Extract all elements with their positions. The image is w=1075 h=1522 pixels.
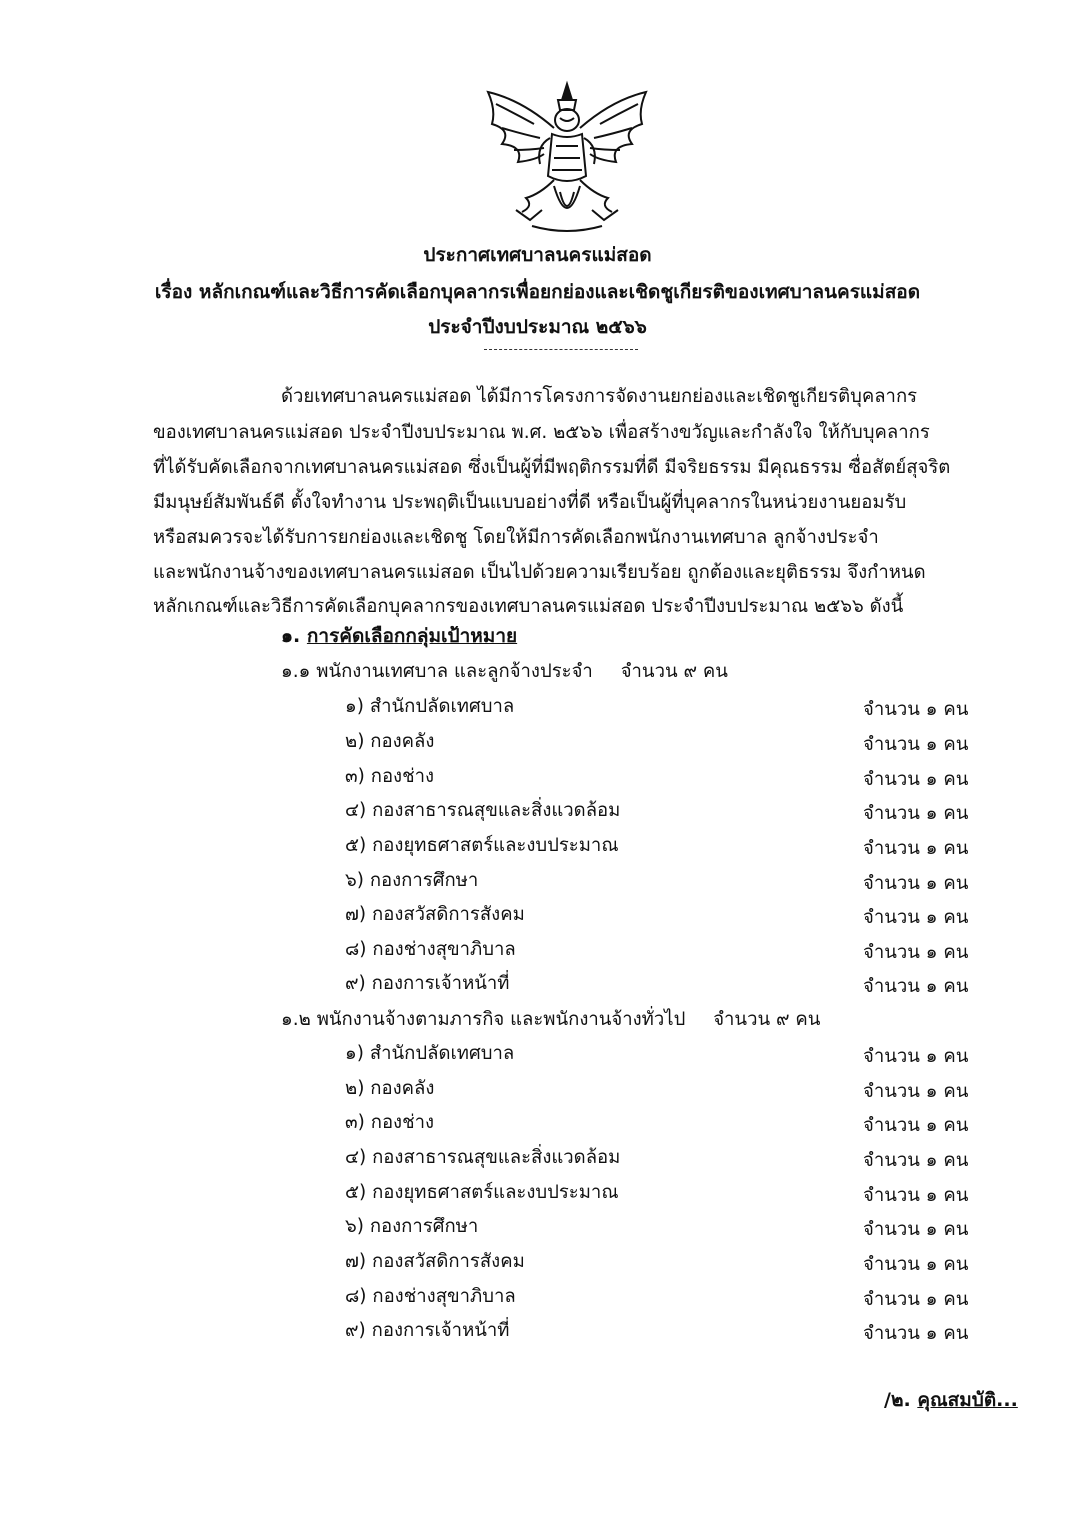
next-page-marker	[884, 1386, 1018, 1414]
list-item-count: จำนวน ๑ คน	[863, 976, 969, 997]
list-item-label: ๗) กองสวัสดิการสังคม	[345, 904, 525, 925]
list-item-count: จำนวน ๑ คน	[863, 907, 969, 928]
group-1-1-heading	[281, 659, 728, 685]
list-item-label: ๙) กองการเจ้าหน้าที่	[345, 973, 510, 994]
list-item-count: จำนวน ๑ คน	[863, 803, 969, 824]
list-item-count: จำนวน ๑ คน	[863, 942, 969, 963]
list-item-label: ๕) กองยุทธศาสตร์และงบประมาณ	[345, 835, 619, 856]
list-item-count: จำนวน ๑ คน	[863, 699, 969, 720]
list-item-count: จำนวน ๑ คน	[863, 1185, 969, 1206]
body-line: หลักเกณฑ์และวิธีการคัดเลือกบุคลากรของเทศบาลนครแม่สอด ประจำปีงบประมาณ ๒๕๖๖ ดังนี้	[153, 596, 904, 617]
body-line: และพนักงานจ้างของเทศบาลนครแม่สอด เป็นไปด้วยความเรียบร้อย ถูกต้องและยุติธรรม จึงกำหนด	[153, 562, 926, 583]
list-item-count: จำนวน ๑ คน	[863, 1219, 969, 1240]
list-item-count: จำนวน ๑ คน	[863, 1289, 969, 1310]
group-heading-text: ๑.๑ พนักงานเทศบาล และลูกจ้างประจำ	[281, 661, 593, 682]
list-item-count: จำนวน ๑ คน	[863, 1254, 969, 1275]
body-line: หรือสมควรจะได้รับการยกย่องและเชิดชู โดยให้มีการคัดเลือกพนักงานเทศบาล ลูกจ้างประจำ	[153, 527, 879, 548]
section-1-title: การคัดเลือกกลุ่มเป้าหมาย	[306, 625, 518, 647]
document-subject: เรื่อง หลักเกณฑ์และวิธีการคัดเลือกบุคลากรเพื่อยกย่องและเชิดชูเกียรติของเทศบาลนครแม่สอด	[154, 281, 921, 303]
list-item-label: ๑) สำนักปลัดเทศบาล	[345, 696, 515, 717]
list-item-label: ๔) กองสาธารณสุขและสิ่งแวดล้อม	[345, 800, 621, 821]
document-title: ประกาศเทศบาลนครแม่สอด	[423, 244, 652, 266]
list-item-label: ๙) กองการเจ้าหน้าที่	[345, 1320, 510, 1341]
list-item-label: ๖) กองการศึกษา	[345, 1216, 479, 1237]
list-item-label: ๗) กองสวัสดิการสังคม	[345, 1251, 525, 1272]
list-item-count: จำนวน ๑ คน	[863, 769, 969, 790]
group-1-2-heading	[281, 1007, 820, 1033]
group-total: จำนวน ๙ คน	[620, 661, 728, 682]
list-item-count: จำนวน ๑ คน	[863, 873, 969, 894]
body-line: มีมนุษย์สัมพันธ์ดี ตั้งใจทำงาน ประพฤติเป็นแบบอย่างที่ดี หรือเป็นผู้ที่บุคลากรในหน่วยงานยอมรับ	[153, 492, 907, 513]
list-item-label: ๖) กองการศึกษา	[345, 870, 479, 891]
group-heading-text: ๑.๒ พนักงานจ้างตามภารกิจ และพนักงานจ้างทั่วไป	[281, 1009, 686, 1030]
section-1-number: ๑.	[281, 625, 301, 647]
list-item-label: ๘) กองช่างสุขาภิบาล	[345, 1286, 516, 1307]
list-item-count: จำนวน ๑ คน	[863, 1115, 969, 1136]
garuda-emblem-icon	[482, 80, 652, 240]
group-total: จำนวน ๙ คน	[713, 1009, 821, 1030]
document-fiscal-year: ประจำปีงบประมาณ ๒๕๖๖	[428, 316, 647, 338]
list-item-label: ๔) กองสาธารณสุขและสิ่งแวดล้อม	[345, 1147, 621, 1168]
body-line: ที่ได้รับคัดเลือกจากเทศบาลนครแม่สอด ซึ่งเป็นผู้ที่มีพฤติกรรมที่ดี มีจริยธรรม มีคุณธรรม ซื่อสัตย์สุจริต	[153, 457, 951, 478]
list-item-count: จำนวน ๑ คน	[863, 734, 969, 755]
body-line: ด้วยเทศบาลนครแม่สอด ได้มีการโครงการจัดงานยกย่องและเชิดชูเกียรติบุคลากร	[281, 386, 918, 407]
list-item-label: ๕) กองยุทธศาสตร์และงบประมาณ	[345, 1182, 619, 1203]
list-item-label: ๓) กองช่าง	[345, 1112, 435, 1133]
list-item-count: จำนวน ๑ คน	[863, 1323, 969, 1344]
list-item-label: ๒) กองคลัง	[345, 731, 435, 752]
list-item-count: จำนวน ๑ คน	[863, 838, 969, 859]
list-item-count: จำนวน ๑ คน	[863, 1046, 969, 1067]
list-item-count: จำนวน ๑ คน	[863, 1150, 969, 1171]
section-1-heading	[281, 622, 517, 650]
body-line: ของเทศบาลนครแม่สอด ประจำปีงบประมาณ พ.ศ. ๒๕๖๖ เพื่อสร้างขวัญและกำลังใจ ให้กับบุคลากร	[153, 422, 930, 443]
list-item-label: ๘) กองช่างสุขาภิบาล	[345, 939, 516, 960]
next-page-prefix: /๒.	[884, 1389, 911, 1411]
title-divider	[484, 349, 638, 350]
list-item-label: ๑) สำนักปลัดเทศบาล	[345, 1043, 515, 1064]
list-item-count: จำนวน ๑ คน	[863, 1081, 969, 1102]
next-page-text: คุณสมบัติ...	[917, 1389, 1018, 1411]
list-item-label: ๒) กองคลัง	[345, 1078, 435, 1099]
list-item-label: ๓) กองช่าง	[345, 766, 435, 787]
